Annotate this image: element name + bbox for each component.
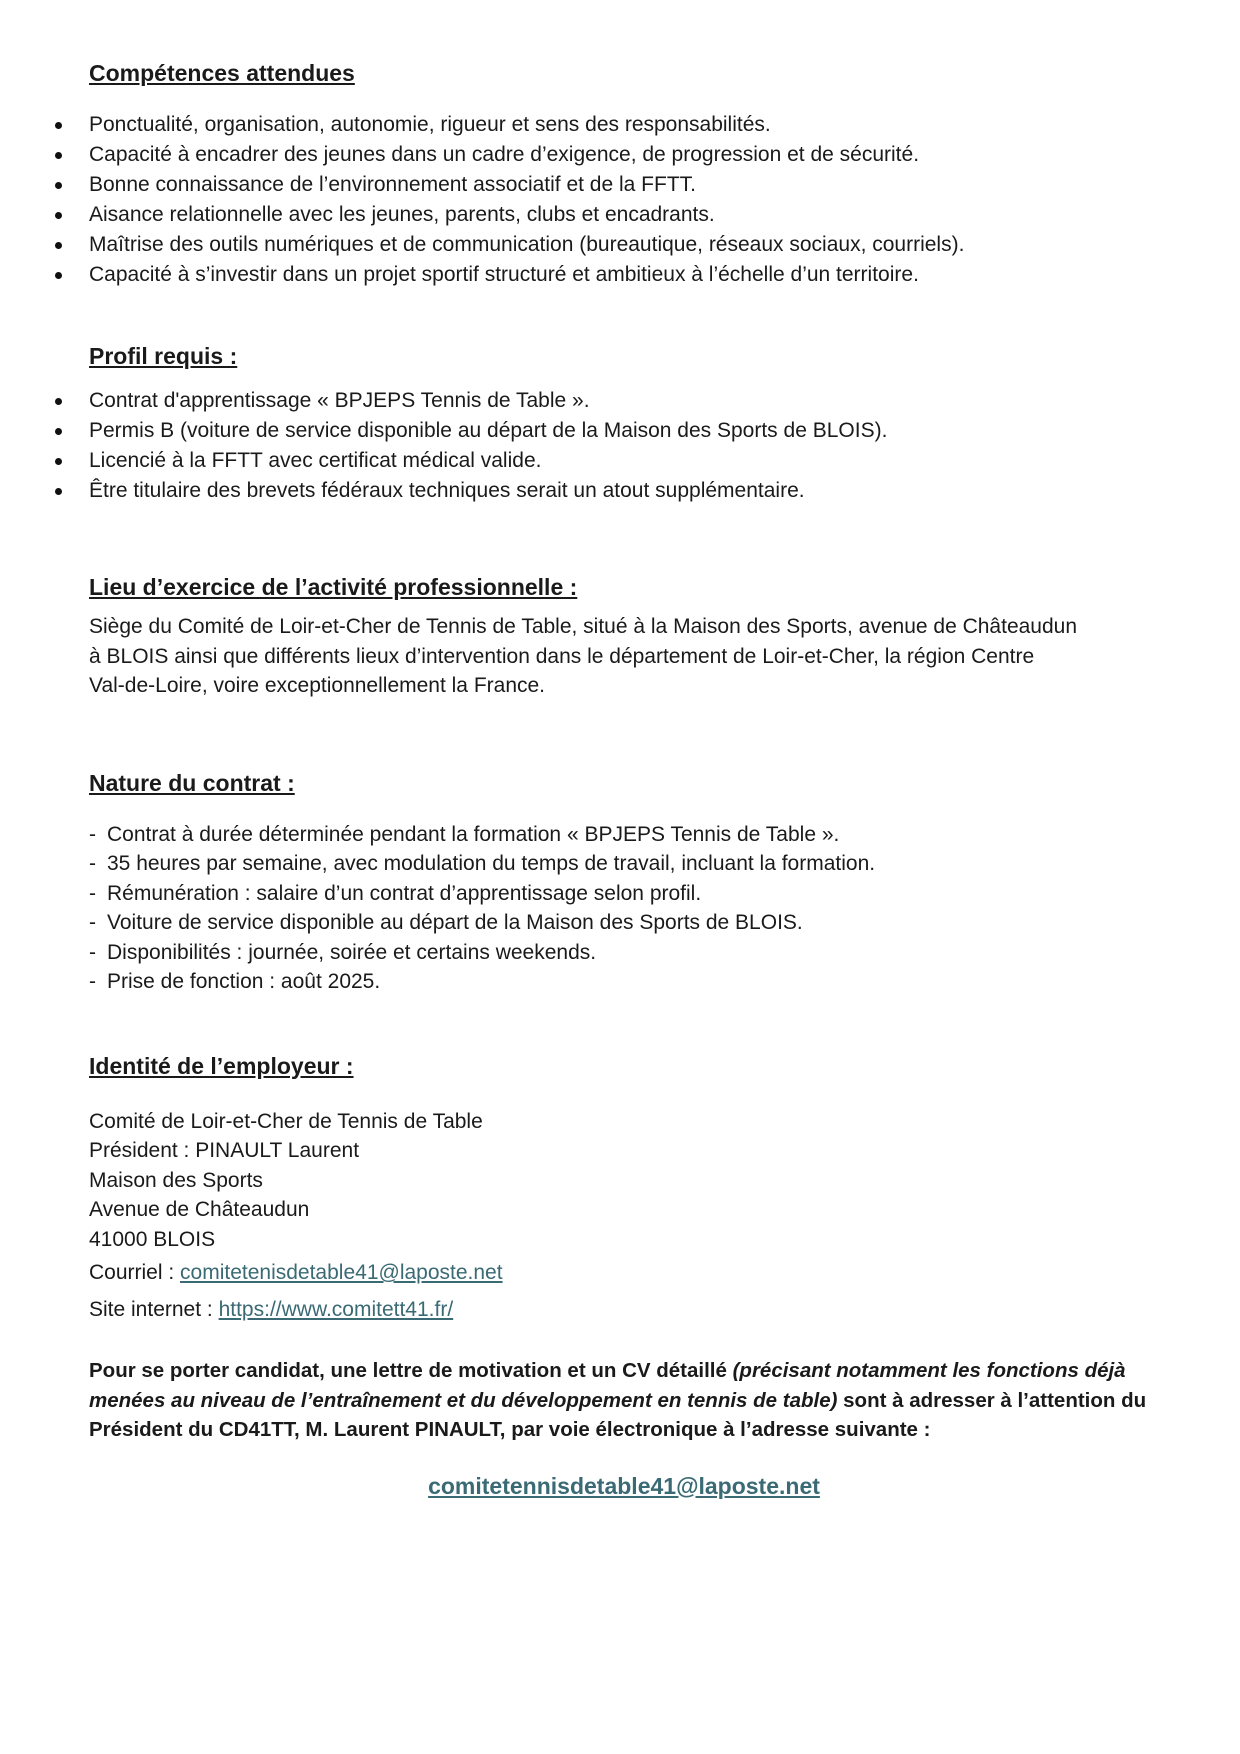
list-item: Capacité à s’investir dans un projet sportif structuré et ambitieux à l’échelle d’un territoire. <box>89 260 1169 290</box>
bullet-icon <box>55 272 62 279</box>
list-item: - Disponibilités : journée, soirée et certains weekends. <box>89 938 1169 968</box>
dash-icon: - <box>89 940 96 964</box>
list-item: Bonne connaissance de l’environnement associatif et de la FFTT. <box>89 170 1169 200</box>
bullet-icon <box>55 152 62 159</box>
list-item: - Prise de fonction : août 2025. <box>89 967 1169 997</box>
lieu-heading: Lieu d’exercice de l’activité professionnelle : <box>89 574 578 600</box>
list-item: - Rémunération : salaire d’un contrat d’apprentissage selon profil. <box>89 879 1169 909</box>
dash-icon: - <box>89 822 96 846</box>
list-item: - 35 heures par semaine, avec modulation du temps de travail, incluant la formation. <box>89 849 1169 879</box>
list-item: Maîtrise des outils numériques et de communication (bureautique, réseaux sociaux, courriels). <box>89 230 1169 260</box>
bullet-icon <box>55 488 62 495</box>
competences-heading: Compétences attendues <box>89 60 355 86</box>
dash-icon: - <box>89 852 96 875</box>
profil-heading: Profil requis : <box>89 343 238 369</box>
lieu-paragraph: Siège du Comité de Loir-et-Cher de Tennis de Table, situé à la Maison des Sports, avenue de Châteaudun à BLOIS ainsi que différents lieux d’intervention dans le département de Loir-et-Cher, la région Centre Val-de-Loire, voire exceptionnellement la France. <box>89 615 1078 697</box>
application-email-link[interactable]: comitetennisdetable41@laposte.net <box>428 1472 820 1499</box>
contrat-list <box>89 820 1169 997</box>
list-item: Être titulaire des brevets fédéraux techniques serait un atout supplémentaire. <box>89 476 1169 506</box>
list-item: - Voiture de service disponible au départ de la Maison des Sports de BLOIS. <box>89 908 1169 938</box>
site-row: Site internet : https://www.comitett41.fr/ <box>89 1298 454 1321</box>
dash-icon: - <box>89 881 96 905</box>
bullet-icon <box>55 398 62 405</box>
bullet-icon <box>55 182 62 189</box>
list-item: Permis B (voiture de service disponible au départ de la Maison des Sports de BLOIS). <box>89 416 1169 446</box>
bullet-icon <box>55 458 62 465</box>
list-item: Contrat d'apprentissage « BPJEPS Tennis de Table ». <box>89 386 1169 416</box>
website-link[interactable]: https://www.comitett41.fr/ <box>218 1298 454 1321</box>
list-item: Ponctualité, organisation, autonomie, rigueur et sens des responsabilités. <box>89 110 1169 140</box>
employeur-heading: Identité de l’employeur : <box>89 1052 354 1079</box>
email-link[interactable]: comitetenisdetable41@laposte.net <box>180 1261 503 1284</box>
list-item: Licencié à la FFTT avec certificat médical valide. <box>89 446 1169 476</box>
list-item: Aisance relationnelle avec les jeunes, parents, clubs et encadrants. <box>89 200 1169 230</box>
list-item: Capacité à encadrer des jeunes dans un cadre d’exigence, de progression et de sécurité. <box>89 140 1169 170</box>
list-item: - Contrat à durée déterminée pendant la formation « BPJEPS Tennis de Table ». <box>89 820 1169 850</box>
competences-list <box>89 110 1169 290</box>
application-instructions: Pour se porter candidat, une lettre de motivation et un CV détaillé (précisant notamment les fonctions déjà menées au niveau de l’entraînement et du développement en tennis de table) sont à adresser à l’attention du Président du CD41TT, M. Laurent PINAULT, par voie électronique à l’adresse suivante : <box>89 1359 1147 1441</box>
email-row: Courriel : comitetenisdetable41@laposte.net <box>89 1261 503 1284</box>
dash-icon: - <box>89 911 96 934</box>
dash-icon: - <box>89 970 96 993</box>
bullet-icon <box>55 242 62 249</box>
employeur-address: Comité de Loir-et-Cher de Tennis de Table Président : PINAULT Laurent Maison des Sports Avenue de Châteaudun 41000 BLOIS <box>89 1109 483 1251</box>
bullet-icon <box>55 212 62 219</box>
profil-list <box>89 386 1169 506</box>
bullet-icon <box>55 122 62 129</box>
contrat-heading: Nature du contrat : <box>89 769 295 796</box>
page-content <box>89 58 1169 1500</box>
bullet-icon <box>55 428 62 435</box>
